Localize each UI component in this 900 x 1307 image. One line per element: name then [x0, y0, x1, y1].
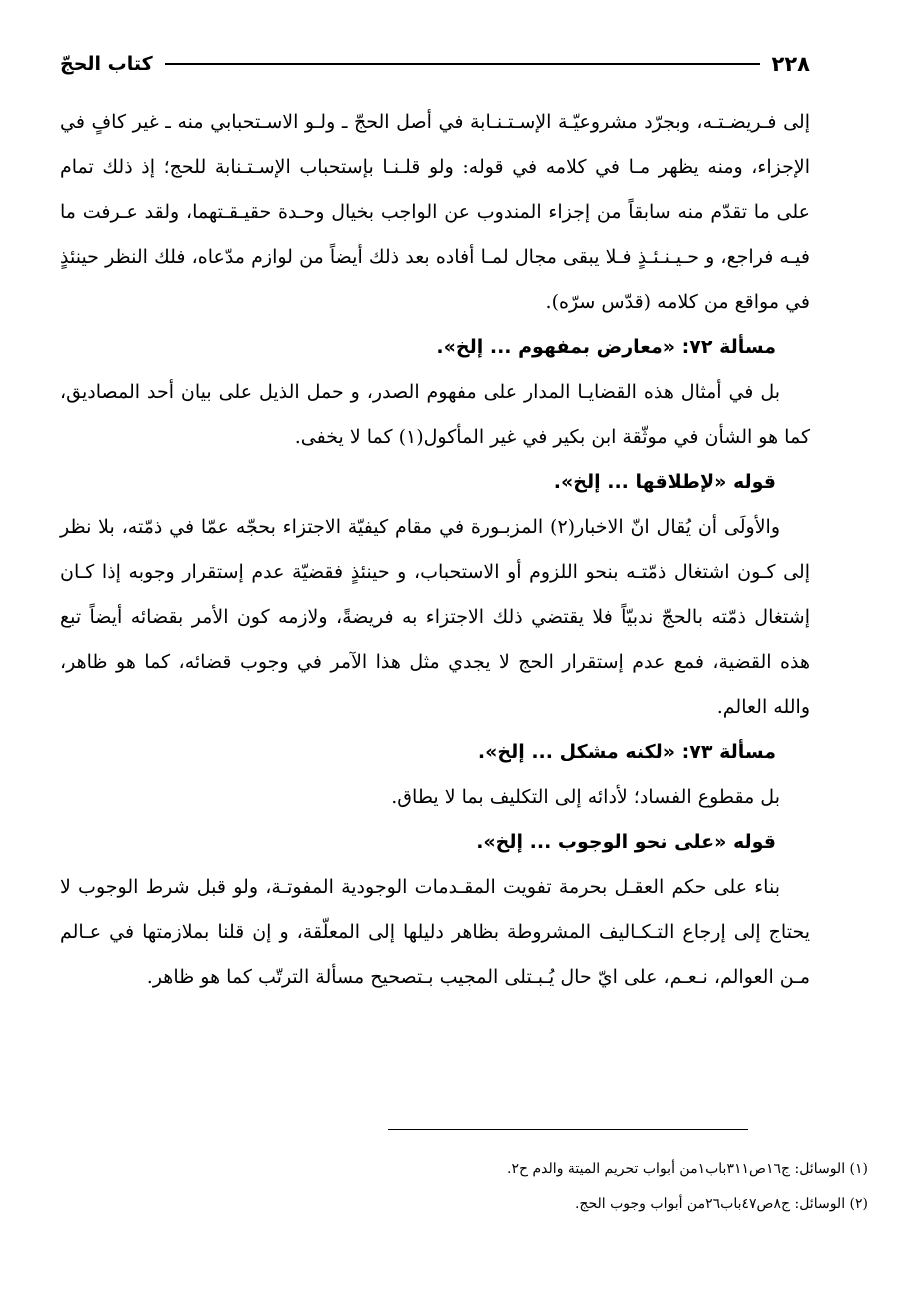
- page-number: ٢٢٨: [771, 52, 810, 76]
- paragraph: إلى فـريضـتـه، وبجرّد مشروعيّـة الإسـتـنـابة في أصل الحجّ ـ ولـو الاسـتحبابي منه ـ غير كافٍ في الإجزاء، ومنه يظهر مـا في كلامه في قوله: ولو قلـنـا بإستحباب الإسـتـنابة للحج؛ إذ ذلك تمام على ما تقدّم منه سابقاً من إجزاء المندوب عن الواجب بخيال وحـدة حقيـقـتهما، ولقد عـرفت ما فيـه فراجع، و حـيـنـئـذٍ فـلا يبقى مجال لمـا أفاده بعد ذلك أيضاً من لوازم مدّعاه، فلك النظر حينئذٍ في مواقع من كلامه (قدّس سرّه).: [60, 111, 810, 313]
- footnote-divider: [388, 1129, 748, 1130]
- footnote-2: (٢) الوسائل: ج٨ص٤٧باب٢٦من أبواب وجوب الحج.: [574, 1196, 868, 1212]
- book-page: [60, 42, 810, 1272]
- paragraph: بل في أمثال هذه القضايـا المدار على مفهوم الصدر، و حمل الذيل على بيان أحد المصاديق، كما هو الشأن في موثّقة ابن بكير في غير المأكول(١) كما لا يخفى.: [60, 381, 810, 448]
- section-heading: مسألة ٧٣: «لكنه مشكل ... إلخ».: [477, 741, 776, 763]
- footnotes: [188, 1152, 868, 1222]
- body-text: [60, 100, 810, 1000]
- footnote-1: (١) الوسائل: ج١٦ص٣١١باب١من أبواب تحريم الميتة والدم ح٢.: [507, 1161, 868, 1177]
- header-rule: [165, 63, 760, 65]
- section-heading: قوله «لإطلاقها ... إلخ».: [553, 471, 776, 493]
- section-heading: مسألة ٧٢: «معارض بمفهوم ... إلخ».: [436, 336, 776, 358]
- section-heading: قوله «على نحو الوجوب ... إلخ».: [476, 831, 776, 853]
- paragraph: بناء على حكم العقـل بحرمة تفويت المقـدمات الوجودية المفوتـة، ولو قبل شرط الوجوب لا يحتاج إلى إرجاع التـكـاليف المشروطة بظاهر دليلها إلى المعلّقة، و إن قلنا بملازمتها في عـالم مـن العوالم، نـعـم، على ايّ حال يُـبـتلى المجيب بـتصحيح مسألة الترتّب كما هو ظاهر.: [60, 876, 810, 988]
- running-head: كتاب الحجّ: [60, 53, 153, 75]
- page-header: [60, 42, 810, 86]
- paragraph: بل مقطوع الفساد؛ لأدائه إلى التكليف بما لا يطاق.: [391, 786, 780, 808]
- paragraph: والأولَى أن يُقال انّ الاخبار(٢) المزبـورة في مقام كيفيّة الاجتزاء بحجّه عمّا في ذمّته، بلا نظر إلى كـون اشتغال ذمّتـه بنحو اللزوم أو الاستحباب، و حينئذٍ فقضيّة عدم إستقرار وجوبه إذا كـان إشتغال ذمّته بالحجّ ندبيّاً فلا يقتضي ذلك الاجتزاء به فريضةً، ولازمه كون الأمر بقضائه أيضاً تبع هذه القضية، فمع عدم إستقرار الحج لا يجدي مثل هذا الآمر في وجوب قضائه، كما هو ظاهر، والله العالم.: [60, 516, 810, 718]
